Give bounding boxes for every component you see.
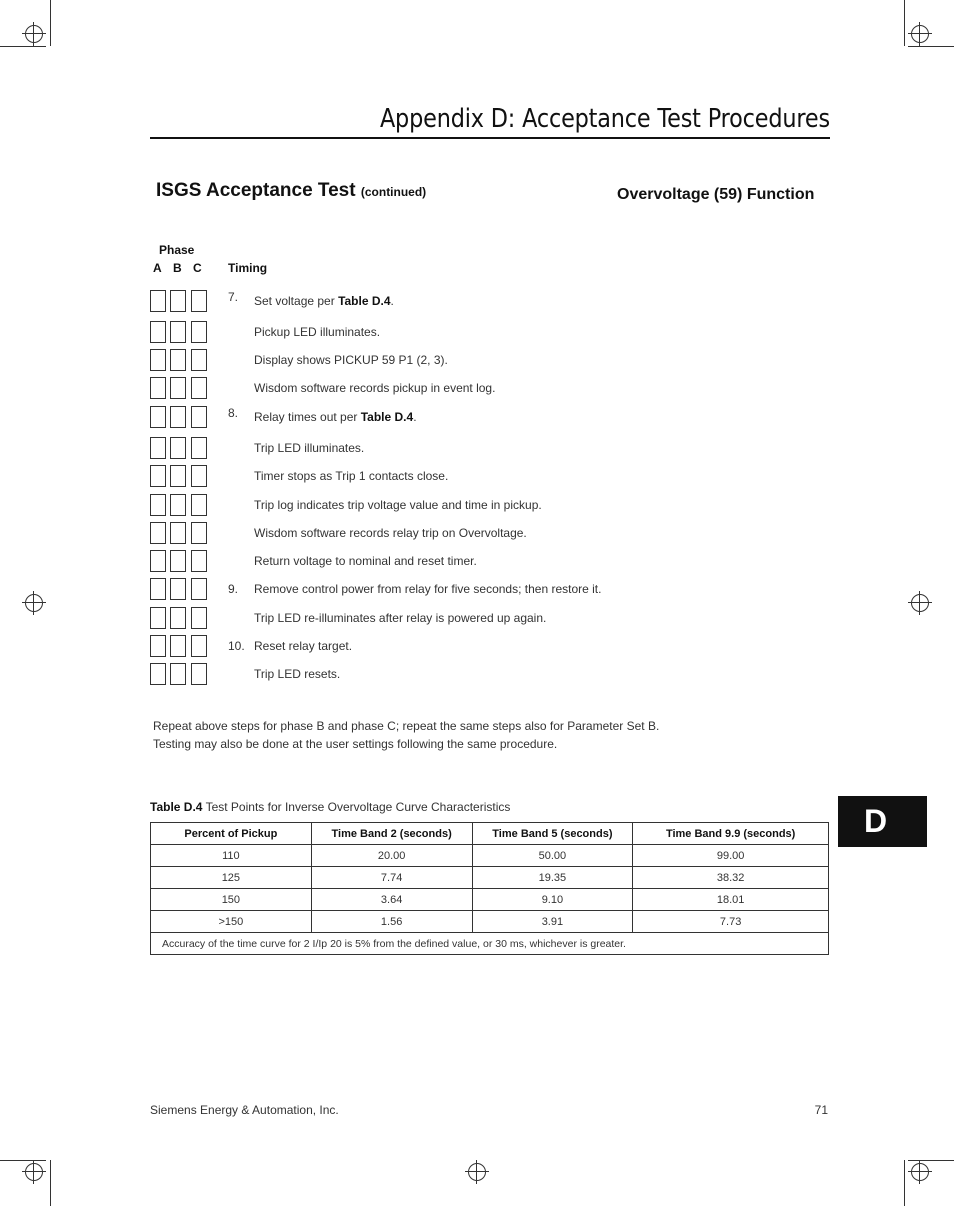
phase-a-checkbox[interactable] — [150, 349, 166, 371]
phase-c-checkbox[interactable] — [191, 465, 207, 487]
phase-a-checkbox[interactable] — [150, 406, 166, 428]
table-cell: 125 — [151, 867, 312, 889]
phase-a-checkbox[interactable] — [150, 607, 166, 629]
phase-a-header: A — [153, 261, 162, 275]
step-text-part: Set voltage per — [254, 294, 339, 308]
step-text-part: Wisdom software records relay trip on Overvoltage. — [254, 526, 527, 540]
phase-c-checkbox[interactable] — [191, 349, 207, 371]
phase-b-checkbox[interactable] — [170, 494, 186, 516]
phase-a-checkbox[interactable] — [150, 377, 166, 399]
phase-a-checkbox[interactable] — [150, 465, 166, 487]
step-text-part: Display shows PICKUP 59 P1 (2, 3). — [254, 353, 448, 367]
phase-a-checkbox[interactable] — [150, 290, 166, 312]
phase-c-checkbox[interactable] — [191, 550, 207, 572]
step-text-part: Trip LED illuminates. — [254, 441, 365, 455]
phase-b-checkbox[interactable] — [170, 349, 186, 371]
phase-b-checkbox[interactable] — [170, 321, 186, 343]
step-text — [254, 582, 601, 596]
step-text-part: Wisdom software records pickup in event log. — [254, 381, 496, 395]
registration-mark-icon — [22, 591, 46, 615]
table-header-row — [151, 823, 829, 845]
phase-c-checkbox[interactable] — [191, 406, 207, 428]
crop-mark — [50, 0, 51, 46]
step-text — [254, 325, 380, 339]
step-text — [254, 441, 364, 455]
registration-mark-icon — [22, 22, 46, 46]
note-testing: Testing may also be done at the user settings following the same procedure. — [153, 737, 558, 751]
page-title: Appendix D: Acceptance Test Procedures — [379, 104, 830, 134]
table-header-cell: Time Band 2 (seconds) — [311, 823, 472, 845]
phase-b-checkbox[interactable] — [170, 550, 186, 572]
step-reference: Table D.4 — [360, 410, 414, 424]
table-header-cell: Percent of Pickup — [151, 823, 312, 845]
function-title: Overvoltage (59) Function — [617, 186, 815, 203]
table-cell: 110 — [151, 845, 312, 867]
phase-c-checkbox[interactable] — [191, 635, 207, 657]
step-text — [254, 611, 546, 625]
table-cell: >150 — [151, 911, 312, 933]
phase-b-checkbox[interactable] — [170, 663, 186, 685]
step-text-part: . — [390, 294, 394, 308]
step-text — [254, 498, 542, 512]
table-cell: 20.00 — [311, 845, 472, 867]
step-text-part: Relay times out per — [254, 410, 361, 424]
step-text — [254, 469, 448, 483]
phase-b-checkbox[interactable] — [170, 607, 186, 629]
step-number: 9. — [228, 582, 239, 596]
table-row — [151, 867, 829, 889]
table-header-cell: Time Band 5 (seconds) — [472, 823, 633, 845]
step-text — [254, 410, 417, 424]
phase-c-checkbox[interactable] — [191, 437, 207, 459]
registration-mark-icon — [908, 22, 932, 46]
phase-c-checkbox[interactable] — [191, 494, 207, 516]
step-text — [254, 554, 477, 568]
step-number: 10. — [228, 639, 245, 653]
phase-a-checkbox[interactable] — [150, 437, 166, 459]
table-row — [151, 845, 829, 867]
title-rule — [150, 137, 830, 139]
phase-b-checkbox[interactable] — [170, 465, 186, 487]
step-text-part: Trip LED resets. — [254, 667, 341, 681]
footer-company: Siemens Energy & Automation, Inc. — [150, 1103, 339, 1117]
table-cell: 9.10 — [472, 889, 633, 911]
step-text — [254, 639, 352, 653]
phase-a-checkbox[interactable] — [150, 550, 166, 572]
phase-c-checkbox[interactable] — [191, 377, 207, 399]
phase-c-checkbox[interactable] — [191, 607, 207, 629]
step-text — [254, 294, 394, 308]
table-cell: 50.00 — [472, 845, 633, 867]
table-cell: 38.32 — [633, 867, 829, 889]
table-cell: 3.91 — [472, 911, 633, 933]
registration-mark-icon — [465, 1160, 489, 1184]
phase-a-checkbox[interactable] — [150, 494, 166, 516]
registration-mark-icon — [908, 1160, 932, 1184]
phase-a-checkbox[interactable] — [150, 321, 166, 343]
step-text — [254, 381, 495, 395]
phase-c-checkbox[interactable] — [191, 522, 207, 544]
crop-mark — [50, 1160, 51, 1206]
phase-header: Phase — [159, 243, 195, 257]
page-number: 71 — [814, 1103, 828, 1117]
step-text — [254, 353, 448, 367]
registration-mark-icon — [22, 1160, 46, 1184]
step-text-part: . — [413, 410, 417, 424]
phase-b-checkbox[interactable] — [170, 437, 186, 459]
step-text-part: Pickup LED illuminates. — [254, 325, 381, 339]
note-repeat: Repeat above steps for phase B and phase C; repeat the same steps also for Parameter Set B. — [153, 719, 660, 733]
phase-b-checkbox[interactable] — [170, 290, 186, 312]
registration-mark-icon — [908, 591, 932, 615]
phase-b-checkbox[interactable] — [170, 522, 186, 544]
test-points-table — [150, 822, 829, 955]
crop-mark — [904, 1160, 905, 1206]
phase-b-checkbox[interactable] — [170, 635, 186, 657]
phase-b-checkbox[interactable] — [170, 377, 186, 399]
table-row — [151, 889, 829, 911]
step-number: 8. — [228, 406, 239, 420]
table-cell: 99.00 — [633, 845, 829, 867]
phase-a-checkbox[interactable] — [150, 663, 166, 685]
phase-b-header: B — [173, 261, 182, 275]
table-caption-text: Test Points for Inverse Overvoltage Curve Characteristics — [202, 800, 511, 814]
step-text-part: Reset relay target. — [254, 639, 353, 653]
phase-a-checkbox[interactable] — [150, 578, 166, 600]
phase-c-checkbox[interactable] — [191, 321, 207, 343]
step-text — [254, 526, 527, 540]
phase-c-header: C — [193, 261, 202, 275]
table-cell: 7.73 — [633, 911, 829, 933]
table-footnote: Accuracy of the time curve for 2 I/Ip 20 is 5% from the defined value, or 30 ms, whichever is greater. — [151, 933, 829, 955]
phase-a-checkbox[interactable] — [150, 635, 166, 657]
table-caption — [150, 800, 510, 814]
step-text-part: Trip LED re-illuminates after relay is powered up again. — [254, 611, 547, 625]
table-cell: 150 — [151, 889, 312, 911]
step-text — [254, 667, 340, 681]
table-footnote-row — [151, 933, 829, 955]
step-text-part: Return voltage to nominal and reset timer. — [254, 554, 477, 568]
table-label: Table D.4 — [150, 800, 203, 814]
section-title — [156, 180, 426, 202]
step-number: 7. — [228, 290, 239, 304]
section-title-text: ISGS Acceptance Test — [156, 180, 356, 201]
phase-a-checkbox[interactable] — [150, 522, 166, 544]
phase-c-checkbox[interactable] — [191, 290, 207, 312]
phase-c-checkbox[interactable] — [191, 578, 207, 600]
phase-b-checkbox[interactable] — [170, 406, 186, 428]
table-cell: 1.56 — [311, 911, 472, 933]
step-text-part: Timer stops as Trip 1 contacts close. — [254, 469, 449, 483]
table-row — [151, 911, 829, 933]
table-header-cell: Time Band 9.9 (seconds) — [633, 823, 829, 845]
crop-mark — [904, 0, 905, 46]
step-reference: Table D.4 — [338, 294, 391, 308]
section-tab-d: D — [838, 796, 927, 847]
timing-header: Timing — [228, 261, 268, 275]
table-cell: 3.64 — [311, 889, 472, 911]
crop-mark — [0, 46, 46, 47]
crop-mark — [908, 46, 954, 47]
table-cell: 18.01 — [633, 889, 829, 911]
step-text-part: Trip log indicates trip voltage value and time in pickup. — [254, 498, 542, 512]
phase-b-checkbox[interactable] — [170, 578, 186, 600]
table-cell: 7.74 — [311, 867, 472, 889]
step-text-part: Remove control power from relay for five seconds; then restore it. — [254, 582, 602, 596]
phase-c-checkbox[interactable] — [191, 663, 207, 685]
continued-label: (continued) — [360, 185, 427, 199]
table-cell: 19.35 — [472, 867, 633, 889]
